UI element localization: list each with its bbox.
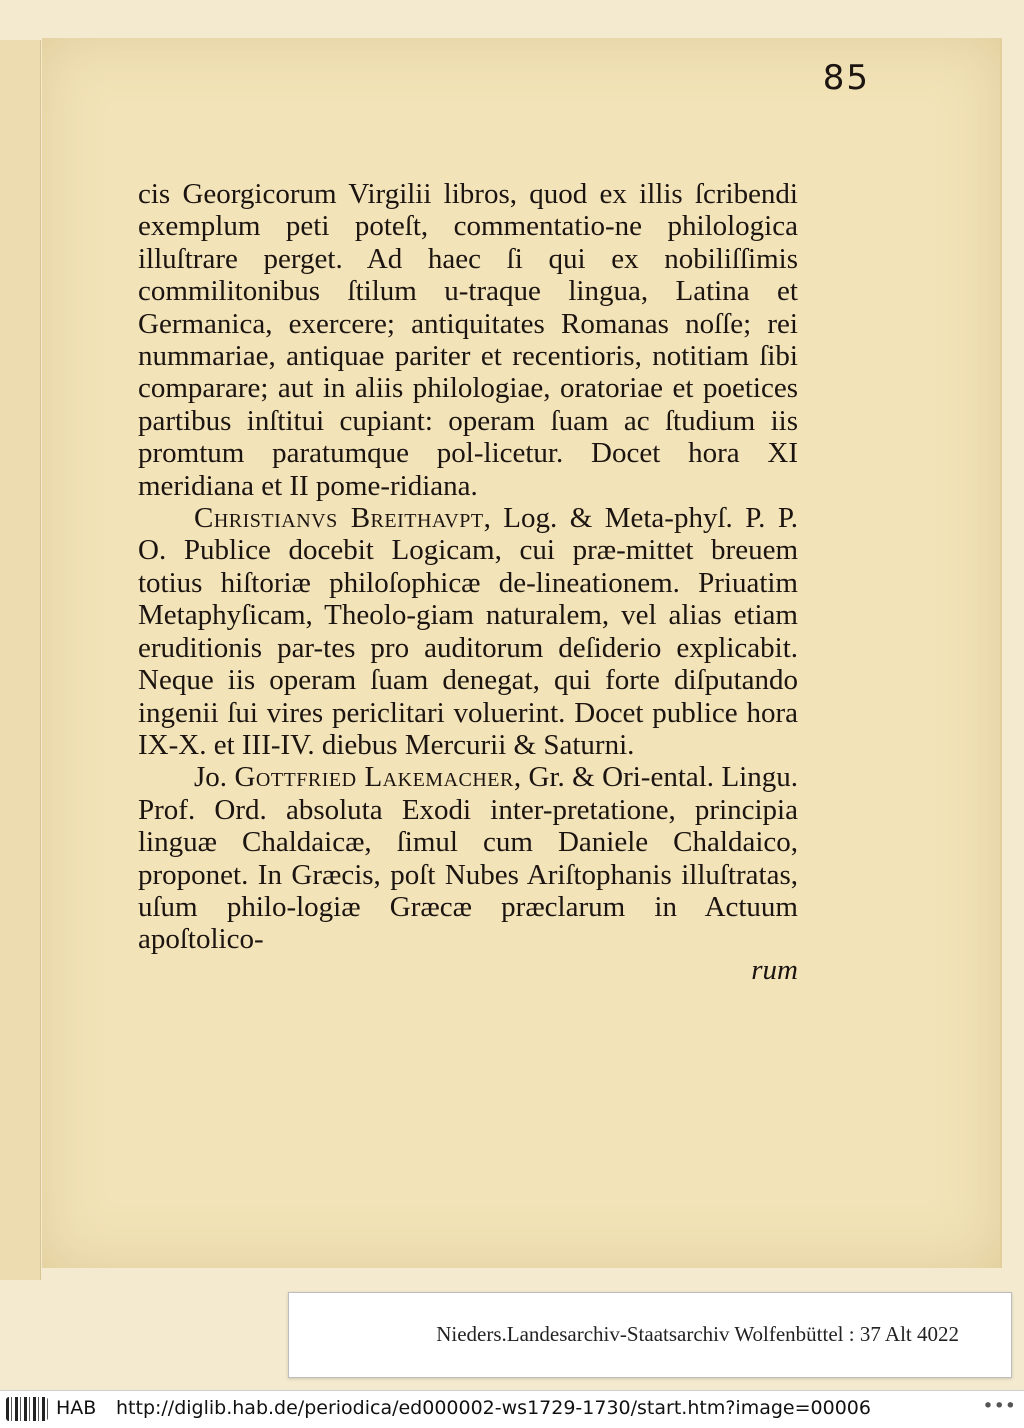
library-prefix: HAB [56,1397,97,1419]
archive-label-text: Nieders.Landesarchiv-Staatsarchiv Wolfenbüttel : 37 Alt 4022 [436,1322,959,1346]
source-url-bar [0,1390,1024,1428]
author-lakemacher: Gottfried Lakemacher [234,761,514,794]
archive-label [288,1292,1012,1378]
paragraph-1-text: cis Georgicorum Virgilii libros, quod ex illis ſcribendi exemplum peti poteſt, commentatio-ne philologica illuſtrare perget. Ad haec ſi qui ex nobiliſſimis commilitonibus ſtilum u-traque lingua, Latina et Germanica, exercere; antiquitates Romanas noſſe; rei nummariae, antiquae pariter et recentioris, notitiam ſibi comparare; aut in aliis philologiae, oratoriae et poetices partibus inſtitui cupiant: operam ſuam ac ſtudium iis promtum paratumque pol-licetur. Docet hora XI meridiana et II pome-ridiana. [138,178,798,502]
catchword: rum [751,953,798,986]
barcode-icon [6,1397,48,1421]
paragraph-3-text: , Gr. & Ori-ental. Lingu. Prof. Ord. absoluta Exodi inter-pretatione, principia linguæ Chaldaicæ, ſimul cum Daniele Chaldaico, proponet. In Græcis, poſt Nubes Ariſtophanis illuſtratas, uſum philo-logiæ Græcæ præclarum in Actuum apoſtolico- [138,761,798,956]
previous-page-edge [0,40,41,1280]
more-icon[interactable]: ••• [982,1395,1016,1417]
paragraph-breithaupt [138,502,798,761]
paragraph-continuation [138,178,798,502]
author-breithaupt: Christianvs Breithavpt [194,502,484,535]
page-text [138,178,798,986]
paragraph-lakemacher [138,761,798,955]
author-lakemacher-initial: Jo. [194,761,228,794]
source-link[interactable]: http://diglib.hab.de/periodica/ed000002-ws1729-1730/start.htm?image=00006 [116,1397,871,1419]
paragraph-2-text: , Log. & Meta-phyſ. P. P. O. Publice docebit Logicam, cui præ-mittet breuem totius hiſtoriæ philoſophicæ de-lineationem. Priuatim Metaphyſicam, Theolo-giam naturalem, vel alias etiam eruditionis par-tes pro auditorum deſiderio explicabit. Neque iis operam ſuam denegat, qui forte diſputando ingenii ſui vires periclitari voluerint. Docet publice hora IX-X. et III-IV. diebus Mercurii & Saturni. [138,502,799,761]
page-number: 85 [822,58,870,98]
document-page [42,38,1002,1268]
